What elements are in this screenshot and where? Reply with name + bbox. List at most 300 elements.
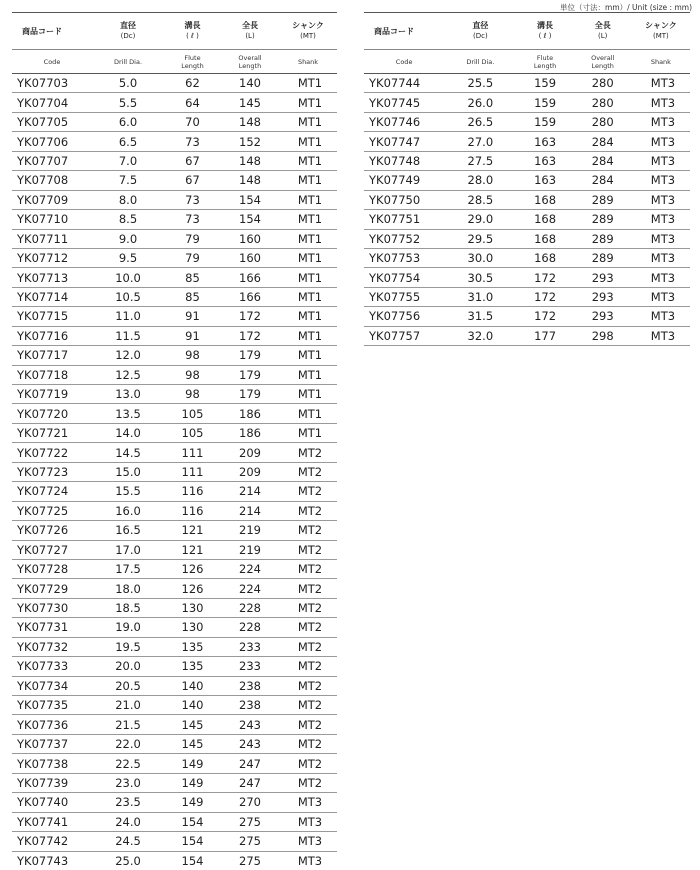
flute-length-cell: 79 (164, 229, 221, 248)
header-dia-jp-label: 直径 (472, 21, 489, 30)
overall-length-cell: 284 (574, 132, 632, 151)
code-cell: YK07721 (12, 423, 92, 442)
diameter-cell: 30.0 (444, 248, 516, 267)
overall-length-cell: 228 (221, 598, 279, 617)
flute-length-cell: 111 (164, 462, 221, 481)
table-row (12, 579, 337, 598)
shank-cell: MT1 (279, 307, 337, 326)
header-len-en (221, 50, 279, 74)
shank-cell: MT2 (279, 734, 337, 753)
shank-cell: MT3 (632, 132, 690, 151)
diameter-cell: 15.0 (92, 462, 164, 481)
table-row (12, 715, 337, 734)
table-row (12, 462, 337, 481)
header-code-en: Code (364, 50, 444, 74)
diameter-cell: 19.5 (92, 637, 164, 656)
shank-cell: MT3 (632, 326, 690, 345)
flute-length-cell: 159 (516, 112, 573, 131)
table-row (364, 151, 690, 170)
shank-cell: MT3 (632, 190, 690, 209)
flute-length-cell: 168 (516, 229, 573, 248)
table-row (12, 734, 337, 753)
header-len-en-2: Length (238, 61, 262, 70)
diameter-cell: 11.0 (92, 307, 164, 326)
diameter-cell: 10.0 (92, 268, 164, 287)
code-cell: YK07752 (364, 229, 444, 248)
shank-cell: MT2 (279, 598, 337, 617)
table-row (12, 773, 337, 792)
flute-length-cell: 172 (516, 268, 573, 287)
flute-length-cell: 126 (164, 559, 221, 578)
code-cell: YK07709 (12, 190, 92, 209)
shank-cell: MT2 (279, 540, 337, 559)
overall-length-cell: 275 (221, 851, 279, 870)
table-row (12, 501, 337, 520)
code-cell: YK07725 (12, 501, 92, 520)
code-cell: YK07746 (364, 112, 444, 131)
flute-length-cell: 121 (164, 540, 221, 559)
table-row (12, 268, 337, 287)
diameter-cell: 31.5 (444, 307, 516, 326)
code-cell: YK07706 (12, 132, 92, 151)
table-row (12, 307, 337, 326)
shank-cell: MT1 (279, 112, 337, 131)
code-cell: YK07713 (12, 268, 92, 287)
code-cell: YK07710 (12, 210, 92, 229)
shank-cell: MT2 (279, 696, 337, 715)
header-code-jp: 商品コード (12, 13, 92, 50)
flute-length-cell: 145 (164, 715, 221, 734)
header-len-jp-label: 全長 (242, 21, 258, 30)
header-len-sub: (L) (598, 32, 608, 40)
overall-length-cell: 172 (221, 307, 279, 326)
diameter-cell: 27.5 (444, 151, 516, 170)
overall-length-cell: 172 (221, 326, 279, 345)
flute-length-cell: 73 (164, 190, 221, 209)
overall-length-cell: 154 (221, 210, 279, 229)
code-cell: YK07741 (12, 812, 92, 831)
header-dia-jp-label: 直径 (120, 21, 136, 30)
table-row (12, 112, 337, 131)
overall-length-cell: 219 (221, 540, 279, 559)
overall-length-cell: 214 (221, 501, 279, 520)
overall-length-cell: 166 (221, 268, 279, 287)
flute-length-cell: 154 (164, 832, 221, 851)
shank-cell: MT2 (279, 521, 337, 540)
table-row (12, 540, 337, 559)
shank-cell: MT3 (632, 112, 690, 131)
overall-length-cell: 186 (221, 404, 279, 423)
diameter-cell: 9.5 (92, 248, 164, 267)
overall-length-cell: 275 (221, 812, 279, 831)
code-cell: YK07705 (12, 112, 92, 131)
flute-length-cell: 98 (164, 365, 221, 384)
flute-length-cell: 116 (164, 501, 221, 520)
flute-length-cell: 177 (516, 326, 573, 345)
header-shank-sub: (MT) (300, 32, 316, 40)
flute-length-cell: 163 (516, 132, 573, 151)
code-cell: YK07757 (364, 326, 444, 345)
flute-length-cell: 105 (164, 404, 221, 423)
shank-cell: MT1 (279, 385, 337, 404)
overall-length-cell: 148 (221, 171, 279, 190)
diameter-cell: 7.5 (92, 171, 164, 190)
diameter-cell: 29.0 (444, 210, 516, 229)
diameter-cell: 26.0 (444, 93, 516, 112)
shank-cell: MT3 (279, 793, 337, 812)
overall-length-cell: 233 (221, 637, 279, 656)
table-row (12, 832, 337, 851)
code-cell: YK07750 (364, 190, 444, 209)
spec-table-left-body (12, 74, 337, 870)
code-cell: YK07732 (12, 637, 92, 656)
flute-length-cell: 135 (164, 657, 221, 676)
table-row (364, 93, 690, 112)
diameter-cell: 28.0 (444, 171, 516, 190)
overall-length-cell: 145 (221, 93, 279, 112)
flute-length-cell: 64 (164, 93, 221, 112)
diameter-cell: 12.5 (92, 365, 164, 384)
header-shank-en: Shank (632, 50, 690, 74)
header-shank-jp-label: シャンク (292, 21, 324, 30)
code-cell: YK07735 (12, 696, 92, 715)
shank-cell: MT2 (279, 773, 337, 792)
code-cell: YK07744 (364, 74, 444, 93)
code-cell: YK07753 (364, 248, 444, 267)
overall-length-cell: 289 (574, 229, 632, 248)
shank-cell: MT3 (632, 287, 690, 306)
header-dia-jp (444, 13, 516, 50)
code-cell: YK07737 (12, 734, 92, 753)
table-row (12, 482, 337, 501)
diameter-cell: 20.0 (92, 657, 164, 676)
flute-length-cell: 130 (164, 598, 221, 617)
diameter-cell: 26.5 (444, 112, 516, 131)
shank-cell: MT1 (279, 151, 337, 170)
code-cell: YK07704 (12, 93, 92, 112)
diameter-cell: 17.5 (92, 559, 164, 578)
code-cell: YK07703 (12, 74, 92, 93)
shank-cell: MT1 (279, 248, 337, 267)
overall-length-cell: 243 (221, 734, 279, 753)
code-cell: YK07733 (12, 657, 92, 676)
shank-cell: MT2 (279, 657, 337, 676)
flute-length-cell: 73 (164, 132, 221, 151)
code-cell: YK07754 (364, 268, 444, 287)
code-cell: YK07727 (12, 540, 92, 559)
header-flute-sub: ( ℓ ) (186, 32, 199, 40)
code-cell: YK07712 (12, 248, 92, 267)
diameter-cell: 32.0 (444, 326, 516, 345)
shank-cell: MT2 (279, 618, 337, 637)
diameter-cell: 30.5 (444, 268, 516, 287)
spec-table-left (12, 12, 337, 870)
flute-length-cell: 111 (164, 443, 221, 462)
diameter-cell: 23.0 (92, 773, 164, 792)
flute-length-cell: 73 (164, 210, 221, 229)
shank-cell: MT2 (279, 676, 337, 695)
table-row (364, 74, 690, 93)
header-dia-sub: (Dc) (120, 32, 136, 40)
shank-cell: MT2 (279, 715, 337, 734)
table-row (364, 132, 690, 151)
shank-cell: MT1 (279, 132, 337, 151)
table-row (364, 307, 690, 326)
diameter-cell: 5.0 (92, 74, 164, 93)
diameter-cell: 8.5 (92, 210, 164, 229)
flute-length-cell: 130 (164, 618, 221, 637)
flute-length-cell: 135 (164, 637, 221, 656)
flute-length-cell: 172 (516, 307, 573, 326)
header-dia-en: Drill Dia. (444, 50, 516, 74)
shank-cell: MT3 (632, 248, 690, 267)
code-cell: YK07711 (12, 229, 92, 248)
header-len-sub: (L) (245, 32, 255, 40)
overall-length-cell: 293 (574, 307, 632, 326)
overall-length-cell: 233 (221, 657, 279, 676)
code-cell: YK07743 (12, 851, 92, 870)
shank-cell: MT2 (279, 443, 337, 462)
diameter-cell: 12.0 (92, 346, 164, 365)
header-flute-en-1: Flute (536, 53, 554, 62)
flute-length-cell: 126 (164, 579, 221, 598)
shank-cell: MT3 (632, 210, 690, 229)
flute-length-cell: 140 (164, 696, 221, 715)
code-cell: YK07745 (364, 93, 444, 112)
code-cell: YK07724 (12, 482, 92, 501)
header-len-en (574, 50, 632, 74)
diameter-cell: 19.0 (92, 618, 164, 637)
shank-cell: MT2 (279, 754, 337, 773)
table-row (364, 326, 690, 345)
flute-length-cell: 168 (516, 190, 573, 209)
overall-length-cell: 179 (221, 365, 279, 384)
overall-length-cell: 140 (221, 74, 279, 93)
overall-length-cell: 160 (221, 229, 279, 248)
table-row (12, 559, 337, 578)
shank-cell: MT1 (279, 268, 337, 287)
table-row (12, 521, 337, 540)
overall-length-cell: 275 (221, 832, 279, 851)
table-row (12, 248, 337, 267)
flute-length-cell: 172 (516, 287, 573, 306)
shank-cell: MT3 (632, 307, 690, 326)
shank-cell: MT2 (279, 462, 337, 481)
shank-cell: MT1 (279, 190, 337, 209)
header-flute-jp-label: 溝長 (537, 21, 554, 30)
table-row (12, 385, 337, 404)
overall-length-cell: 298 (574, 326, 632, 345)
diameter-cell: 10.5 (92, 287, 164, 306)
flute-length-cell: 121 (164, 521, 221, 540)
code-cell: YK07726 (12, 521, 92, 540)
code-cell: YK07734 (12, 676, 92, 695)
table-row (12, 812, 337, 831)
overall-length-cell: 247 (221, 773, 279, 792)
shank-cell: MT1 (279, 171, 337, 190)
header-flute-en-1: Flute (184, 53, 201, 62)
shank-cell: MT2 (279, 482, 337, 501)
overall-length-cell: 209 (221, 443, 279, 462)
shank-cell: MT1 (279, 74, 337, 93)
code-cell: YK07755 (364, 287, 444, 306)
table-row (12, 793, 337, 812)
diameter-cell: 24.0 (92, 812, 164, 831)
diameter-cell: 24.5 (92, 832, 164, 851)
flute-length-cell: 168 (516, 210, 573, 229)
overall-length-cell: 280 (574, 93, 632, 112)
flute-length-cell: 163 (516, 171, 573, 190)
overall-length-cell: 209 (221, 462, 279, 481)
header-flute-jp (164, 13, 221, 50)
diameter-cell: 14.0 (92, 423, 164, 442)
flute-length-cell: 98 (164, 385, 221, 404)
code-cell: YK07729 (12, 579, 92, 598)
overall-length-cell: 289 (574, 210, 632, 229)
diameter-cell: 27.0 (444, 132, 516, 151)
header-flute-en-2: Length (181, 61, 204, 70)
header-len-jp (574, 13, 632, 50)
diameter-cell: 13.0 (92, 385, 164, 404)
shank-cell: MT3 (632, 229, 690, 248)
header-len-jp (221, 13, 279, 50)
overall-length-cell: 238 (221, 676, 279, 695)
overall-length-cell: 293 (574, 287, 632, 306)
overall-length-cell: 166 (221, 287, 279, 306)
overall-length-cell: 284 (574, 171, 632, 190)
overall-length-cell: 179 (221, 346, 279, 365)
table-row (12, 210, 337, 229)
shank-cell: MT2 (279, 637, 337, 656)
shank-cell: MT3 (632, 171, 690, 190)
flute-length-cell: 140 (164, 676, 221, 695)
table-row (12, 171, 337, 190)
code-cell: YK07747 (364, 132, 444, 151)
overall-length-cell: 148 (221, 151, 279, 170)
table-row (364, 210, 690, 229)
code-cell: YK07740 (12, 793, 92, 812)
diameter-cell: 14.5 (92, 443, 164, 462)
flute-length-cell: 149 (164, 793, 221, 812)
header-shank-jp-label: シャンク (645, 21, 677, 30)
flute-length-cell: 91 (164, 307, 221, 326)
code-cell: YK07736 (12, 715, 92, 734)
header-flute-jp-label: 溝長 (184, 21, 201, 30)
table-row (12, 423, 337, 442)
diameter-cell: 29.5 (444, 229, 516, 248)
diameter-cell: 6.5 (92, 132, 164, 151)
spec-table-right (364, 12, 690, 346)
shank-cell: MT1 (279, 404, 337, 423)
overall-length-cell: 228 (221, 618, 279, 637)
code-cell: YK07756 (364, 307, 444, 326)
spec-table-right-body (364, 74, 690, 346)
code-cell: YK07742 (12, 832, 92, 851)
flute-length-cell: 67 (164, 151, 221, 170)
header-len-en-2: Length (591, 61, 614, 70)
table-row (12, 74, 337, 93)
flute-length-cell: 116 (164, 482, 221, 501)
overall-length-cell: 214 (221, 482, 279, 501)
unit-note: 単位（寸法：mm）/ Unit (size : mm) (560, 3, 692, 12)
overall-length-cell: 293 (574, 268, 632, 287)
flute-length-cell: 154 (164, 812, 221, 831)
diameter-cell: 22.5 (92, 754, 164, 773)
code-cell: YK07714 (12, 287, 92, 306)
diameter-cell: 22.0 (92, 734, 164, 753)
shank-cell: MT3 (279, 851, 337, 870)
flute-length-cell: 79 (164, 248, 221, 267)
code-cell: YK07707 (12, 151, 92, 170)
header-row-jp (12, 13, 337, 50)
shank-cell: MT3 (279, 812, 337, 831)
overall-length-cell: 148 (221, 112, 279, 131)
flute-length-cell: 163 (516, 151, 573, 170)
diameter-cell: 7.0 (92, 151, 164, 170)
flute-length-cell: 159 (516, 74, 573, 93)
overall-length-cell: 186 (221, 423, 279, 442)
code-cell: YK07720 (12, 404, 92, 423)
flute-length-cell: 67 (164, 171, 221, 190)
overall-length-cell: 247 (221, 754, 279, 773)
code-cell: YK07730 (12, 598, 92, 617)
overall-length-cell: 224 (221, 559, 279, 578)
diameter-cell: 20.5 (92, 676, 164, 695)
header-code-jp: 商品コード (364, 13, 444, 50)
table-row (12, 326, 337, 345)
code-cell: YK07731 (12, 618, 92, 637)
header-len-en-1: Overall (591, 53, 615, 62)
overall-length-cell: 289 (574, 190, 632, 209)
code-cell: YK07722 (12, 443, 92, 462)
flute-length-cell: 149 (164, 773, 221, 792)
header-dia-en: Drill Dia. (92, 50, 164, 74)
flute-length-cell: 145 (164, 734, 221, 753)
table-row (12, 618, 337, 637)
header-shank-jp (279, 13, 337, 50)
diameter-cell: 18.0 (92, 579, 164, 598)
header-flute-en-2: Length (533, 61, 557, 70)
header-flute-jp (516, 13, 573, 50)
diameter-cell: 31.0 (444, 287, 516, 306)
shank-cell: MT1 (279, 210, 337, 229)
table-row (364, 171, 690, 190)
flute-length-cell: 105 (164, 423, 221, 442)
diameter-cell: 23.5 (92, 793, 164, 812)
shank-cell: MT2 (279, 559, 337, 578)
table-row (364, 112, 690, 131)
header-flute-en (164, 50, 221, 74)
diameter-cell: 5.5 (92, 93, 164, 112)
table-row (12, 365, 337, 384)
shank-cell: MT1 (279, 326, 337, 345)
code-cell: YK07719 (12, 385, 92, 404)
code-cell: YK07718 (12, 365, 92, 384)
header-row-en (12, 50, 337, 74)
shank-cell: MT3 (632, 268, 690, 287)
diameter-cell: 16.5 (92, 521, 164, 540)
diameter-cell: 18.5 (92, 598, 164, 617)
table-row (12, 657, 337, 676)
table-row (12, 696, 337, 715)
shank-cell: MT3 (279, 832, 337, 851)
table-row (364, 229, 690, 248)
header-shank-en: Shank (279, 50, 337, 74)
diameter-cell: 17.0 (92, 540, 164, 559)
overall-length-cell: 219 (221, 521, 279, 540)
table-row (12, 93, 337, 112)
table-row (12, 443, 337, 462)
